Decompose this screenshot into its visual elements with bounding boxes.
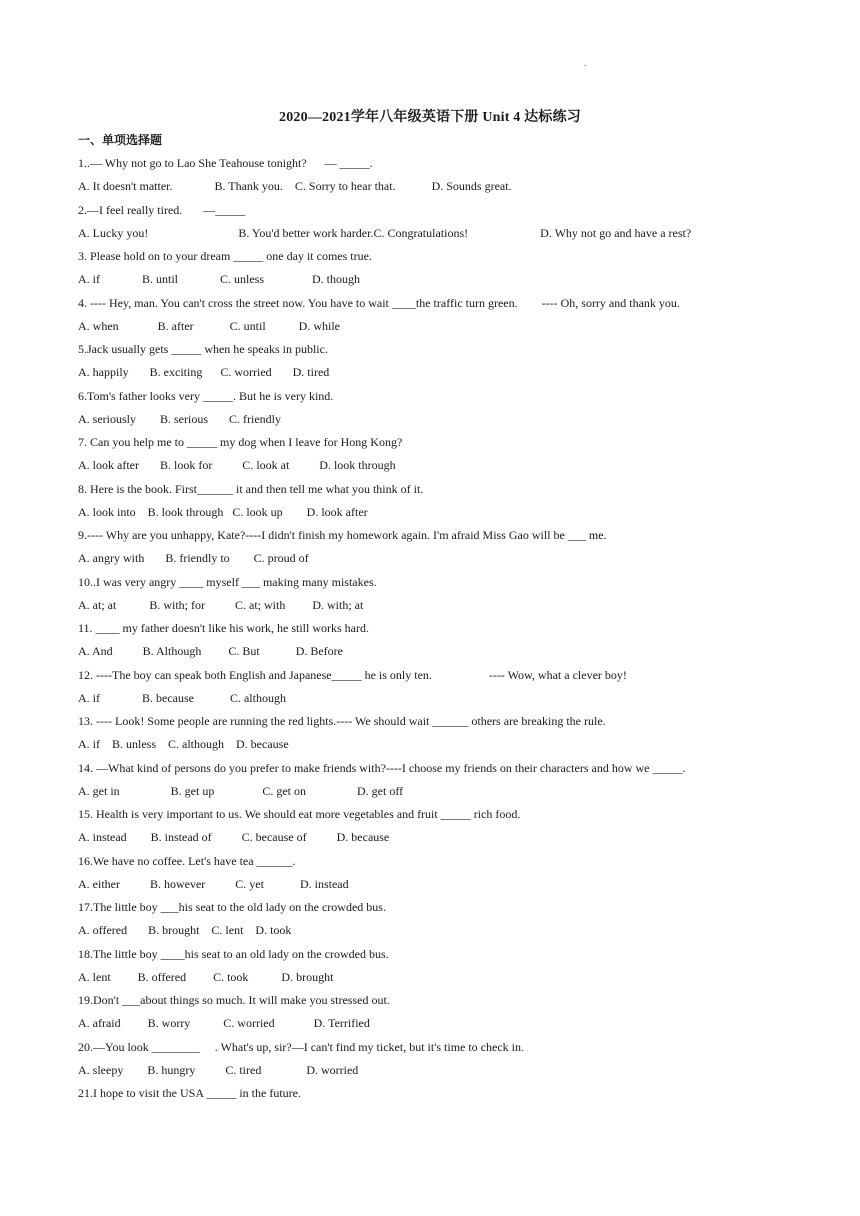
options-17: A. offered B. brought C. lent D. took xyxy=(78,923,292,938)
question-19: 19.Don't ___about things so much. It will make you stressed out. xyxy=(78,993,390,1007)
options-9: A. angry with B. friendly to C. proud of xyxy=(78,551,309,566)
question-21: 21.I hope to visit the USA _____ in the future. xyxy=(78,1086,301,1100)
options-12: A. if B. because C. although xyxy=(78,690,286,705)
options-16: A. either B. however C. yet D. instead xyxy=(78,876,349,891)
question-16: 16.We have no coffee. Let's have tea ______. xyxy=(78,853,296,868)
options-8: A. look into B. look through C. look up D. look after xyxy=(78,504,368,519)
document-title: 2020—2021学年八年级英语下册 Unit 4 达标练习 xyxy=(279,110,581,125)
question-10: 10..I was very angry ____ myself ___ making many mistakes. xyxy=(78,574,377,589)
question-18: 18.The little boy ____his seat to an old lady on the crowded bus. xyxy=(78,946,389,961)
section-heading: 一、单项选择题 xyxy=(78,133,163,147)
question-13: 13. ---- Look! Some people are running the red lights.---- We should wait ______ others are breaking the rule. xyxy=(78,714,606,728)
options-19: A. afraid B. worry C. worried D. Terrified xyxy=(78,1016,370,1031)
options-18: A. lent B. offered C. took D. brought xyxy=(78,969,334,984)
question-11: 11. ____ my father doesn't like his work, he still works hard. xyxy=(78,621,370,635)
options-2: A. Lucky you! B. You'd better work harder.C. Congratulations! D. Why not go and have a rest? xyxy=(78,225,692,240)
options-14: A. get in B. get up C. get on D. get off xyxy=(78,783,404,798)
question-6: 6.Tom's father looks very _____. But he is very kind. xyxy=(78,388,334,403)
question-15: 15. Health is very important to us. We should eat more vegetables and fruit _____ rich food. xyxy=(78,807,521,821)
options-13: A. if B. unless C. although D. because xyxy=(78,737,289,752)
options-10: A. at; at B. with; for C. at; with D. with; at xyxy=(78,597,364,612)
question-17: 17.The little boy ___his seat to the old lady on the crowded bus. xyxy=(78,900,386,914)
options-6: A. seriously B. serious C. friendly xyxy=(78,411,281,426)
options-3: A. if B. until C. unless D. though xyxy=(78,272,361,287)
question-list xyxy=(78,152,838,1105)
question-12: 12. ----The boy can speak both English and Japanese_____ he is only ten. ---- Wow, what a clever boy! xyxy=(78,667,627,682)
question-2: 2.—I feel really tired. —_____ xyxy=(78,202,246,217)
header-mark: . xyxy=(584,58,587,69)
options-1: A. It doesn't matter. B. Thank you. C. Sorry to hear that. D. Sounds great. xyxy=(78,179,512,194)
question-5: 5.Jack usually gets _____ when he speaks in public. xyxy=(78,342,328,356)
question-4: 4. ---- Hey, man. You can't cross the street now. You have to wait ____the traffic turn green. ---- Oh, sorry and thank you. xyxy=(78,295,680,310)
options-4: A. when B. after C. until D. while xyxy=(78,318,340,333)
question-1: 1..— Why not go to Lao She Teahouse tonight? — _____. xyxy=(78,156,373,170)
options-5: A. happily B. exciting C. worried D. tired xyxy=(78,365,330,380)
options-7: A. look after B. look for C. look at D. look through xyxy=(78,458,396,473)
options-11: A. And B. Although C. But D. Before xyxy=(78,644,344,659)
question-7: 7. Can you help me to _____ my dog when I leave for Hong Kong? xyxy=(78,435,403,449)
options-20: A. sleepy B. hungry C. tired D. worried xyxy=(78,1062,359,1077)
question-3: 3. Please hold on to your dream _____ one day it comes true. xyxy=(78,249,372,263)
question-8: 8. Here is the book. First______ it and then tell me what you think of it. xyxy=(78,481,424,496)
question-20: 20.—You look ________ . What's up, sir?—I can't find my ticket, but it's time to check in. xyxy=(78,1039,524,1054)
options-15: A. instead B. instead of C. because of D. because xyxy=(78,830,390,845)
question-9: 9.---- Why are you unhappy, Kate?----I didn't finish my homework again. I'm afraid Miss Gao will be ___ me. xyxy=(78,528,607,542)
question-14: 14. —What kind of persons do you prefer to make friends with?----I choose my friends on their characters and how we _____. xyxy=(78,760,686,775)
